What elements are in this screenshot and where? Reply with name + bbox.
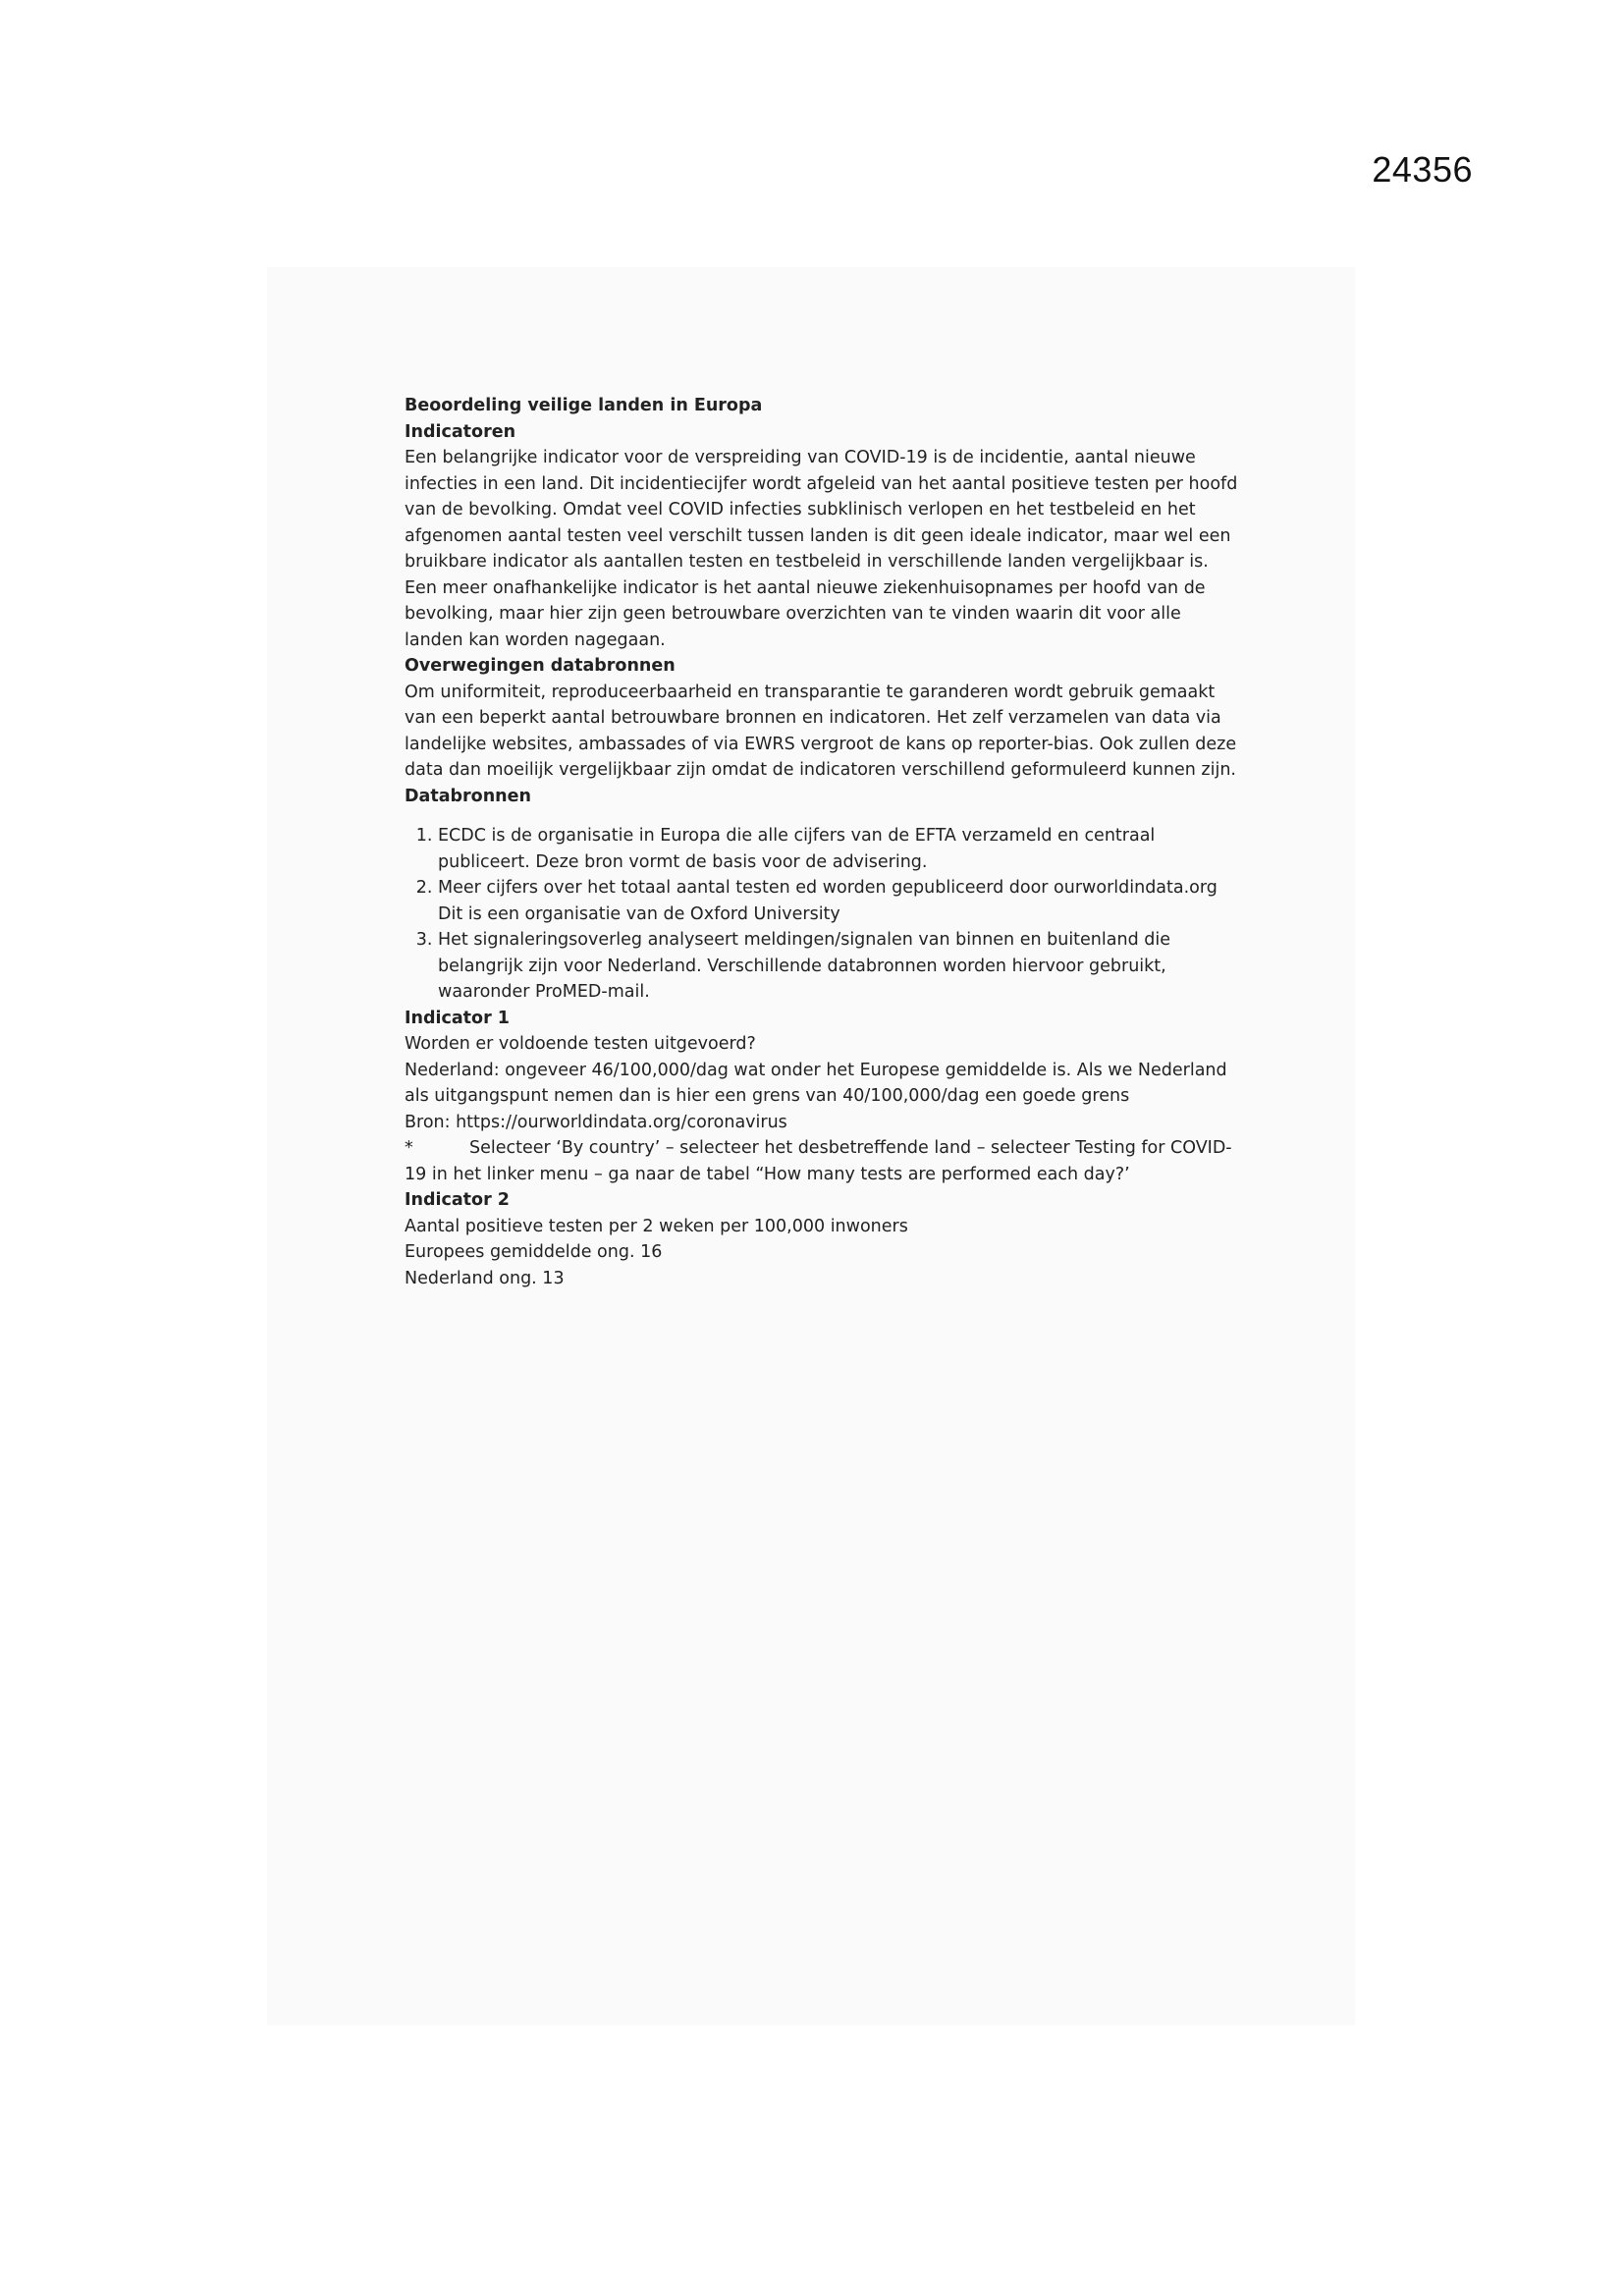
paragraph-overwegingen: Om uniformiteit, reproduceerbaarheid en transparantie te garanderen wordt gebruik gemaakt van een beperkt aantal betrouwbare bronnen en indicatoren. Het zelf verzamelen van data via landelijke websites, ambassades of via EWRS vergroot de kans op reporter-bias. Ook zullen deze data dan moeilijk vergelijkbaar zijn omdat de indicatoren verschillend geformuleerd kunnen zijn. (405, 682, 1237, 780)
list-item: 3. Het signaleringsoverleg analyseert meldingen/signalen van binnen en buitenland die belangrijk zijn voor Nederland. Verschillende databronnen worden hiervoor gebruikt, waaronder ProMED-mail. (438, 927, 1239, 1006)
heading-overwegingen-databronnen: Overwegingen databronnen (405, 656, 676, 676)
indicator-1-question: Worden er voldoende testen uitgevoerd? (405, 1034, 756, 1054)
instruction-bullet: * (405, 1138, 413, 1158)
heading-indicatoren: Indicatoren (405, 421, 516, 442)
indicator-1-netherlands: Nederland: ongeveer 46/100,000/dag wat onder het Europese gemiddelde is. Als we Nederland als uitgangspunt nemen dan is hier een grens van 40/100,000/dag een goede grens (405, 1060, 1227, 1106)
indicator-1-instruction (405, 1135, 1239, 1187)
indicator-2-european-average: Europees gemiddelde ong. 16 (405, 1242, 663, 1262)
paragraph-indicator-ziekenhuisopnames: Een meer onafhankelijke indicator is het aantal nieuwe ziekenhuisopnames per hoofd van de bevolking, maar hier zijn geen betrouwbare overzichten van te vinden waarin dit voor alle landen kan worden nagegaan. (405, 577, 1206, 650)
list-item: 2. Meer cijfers over het totaal aantal testen ed worden gepubliceerd door ourworldindata.org Dit is een organisatie van de Oxford University (438, 875, 1239, 927)
indicator-2-netherlands: Nederland ong. 13 (405, 1268, 565, 1288)
list-item: 1. ECDC is de organisatie in Europa die alle cijfers van de EFTA verzameld en centraal publiceert. Deze bron vormt de basis voor de advisering. (438, 823, 1239, 875)
instruction-text: Selecteer ‘By country’ – selecteer het desbetreffende land – selecteer Testing for COVID-19 in het linker menu – ga naar de tabel “How many tests are performed each day?’ (405, 1138, 1232, 1184)
heading-indicator-1: Indicator 1 (405, 1008, 510, 1028)
heading-indicator-2: Indicator 2 (405, 1190, 510, 1210)
document-body (405, 393, 1239, 1291)
document-title: Beoordeling veilige landen in Europa (405, 396, 763, 415)
indicator-1-source: Bron: https://ourworldindata.org/coronavirus (405, 1112, 787, 1132)
document-number: 24356 (1372, 149, 1473, 190)
paragraph-indicator-incidentie: Een belangrijke indicator voor de verspreiding van COVID-19 is de incidentie, aantal nieuwe infecties in een land. Dit incidentiecijfer wordt afgeleid van het aantal positieve testen per hoofd van de bevolking. Omdat veel COVID infecties subklinisch verlopen en het testbeleid en het afgenomen aantal testen veel verschilt tussen landen is dit geen ideale indicator, maar wel een bruikbare indicator als aantallen testen en testbeleid in verschillende landen vergelijkbaar is. (405, 448, 1238, 572)
heading-databronnen: Databronnen (405, 786, 531, 806)
databronnen-list (405, 823, 1239, 1006)
indicator-2-definition: Aantal positieve testen per 2 weken per 100,000 inwoners (405, 1216, 908, 1236)
